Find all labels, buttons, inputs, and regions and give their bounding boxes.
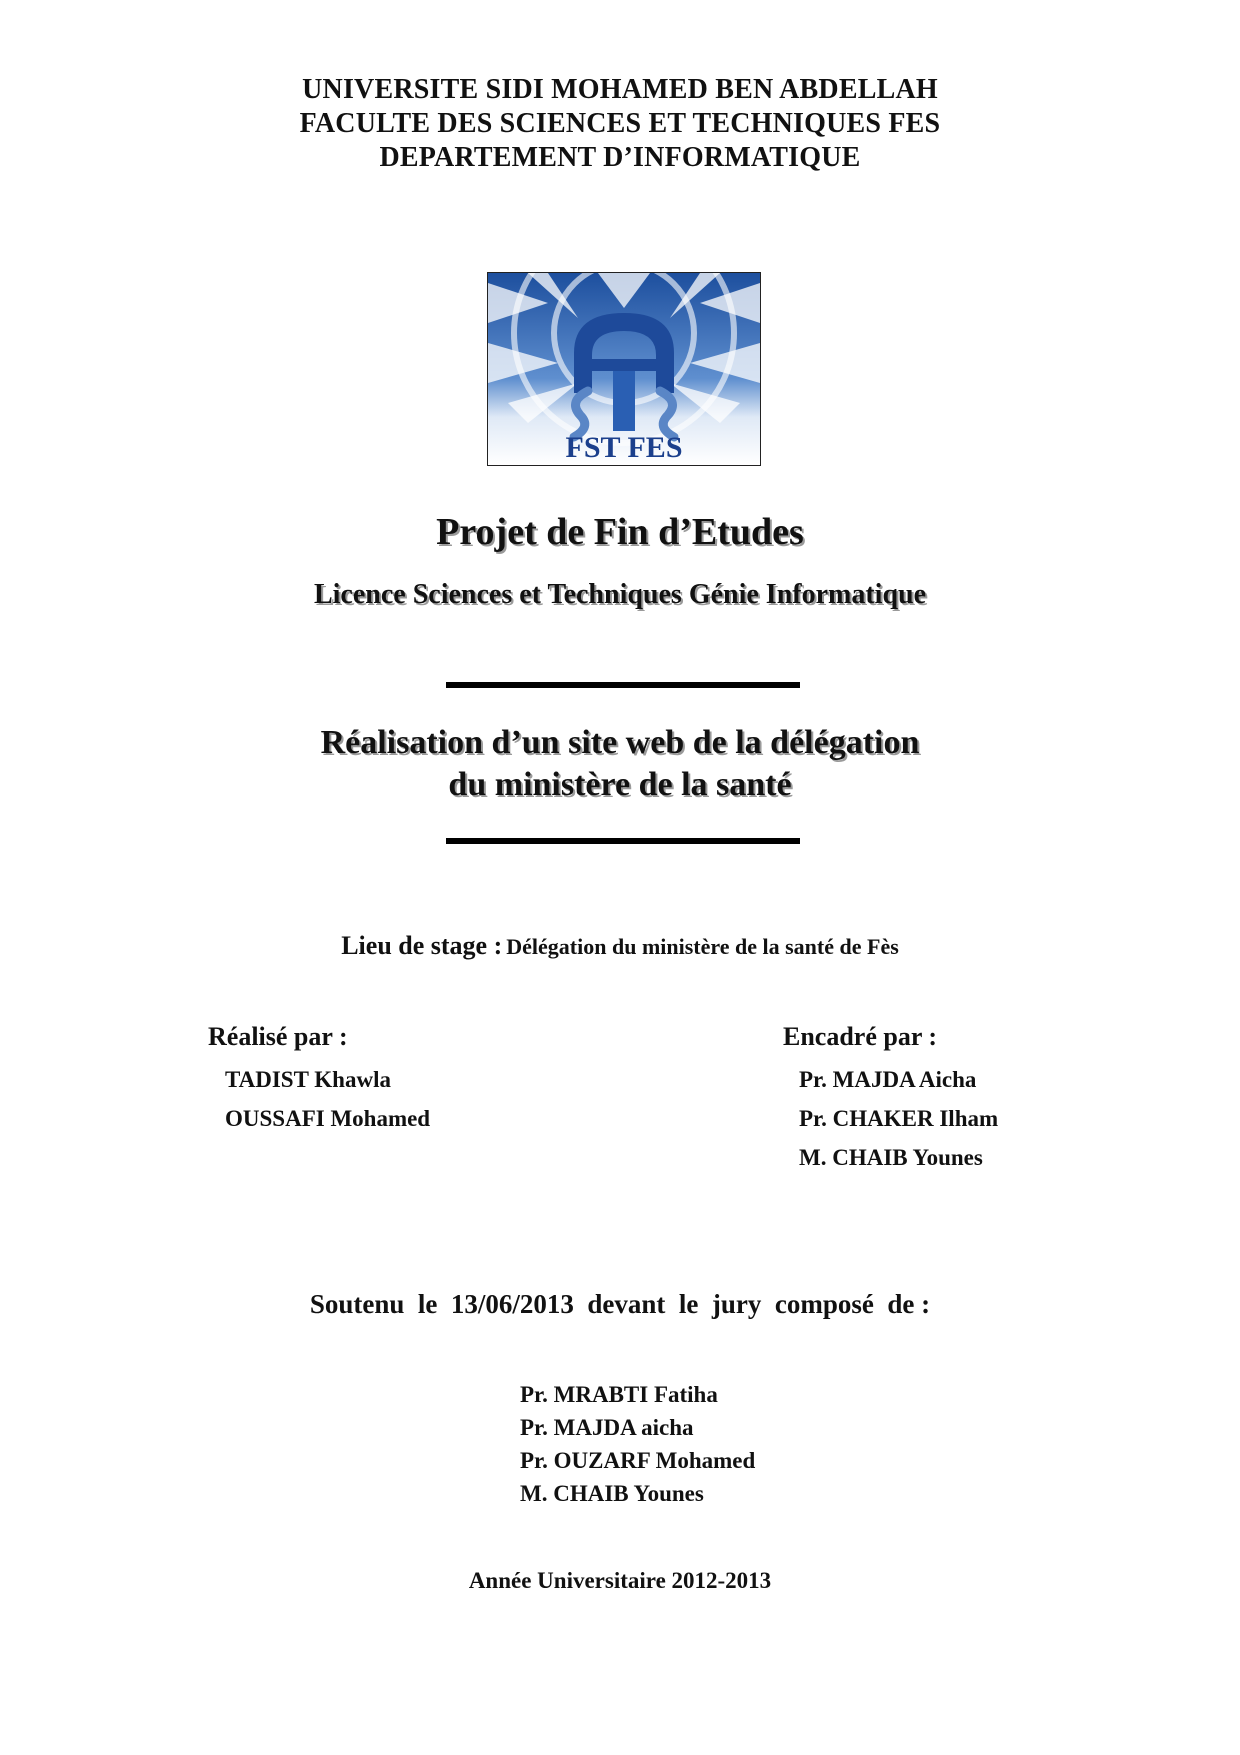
- author-name: TADIST Khawla: [225, 1067, 391, 1092]
- jury-member: M. CHAIB Younes: [520, 1481, 704, 1506]
- defense-statement: Soutenu le 13/06/2013 devant le jury composé de :: [309, 1289, 931, 1319]
- page-title: Projet de Fin d’Etudes: [436, 511, 804, 553]
- jury-member: Pr. OUZARF Mohamed: [520, 1448, 756, 1473]
- project-title-line2: du ministère de la santé: [448, 766, 792, 803]
- internship-line: [0, 931, 1240, 961]
- jury-member: Pr. MAJDA aicha: [520, 1415, 694, 1440]
- faculty-name: FACULTE DES SCIENCES ET TECHNIQUES FES: [299, 108, 941, 139]
- internship-value: Délégation du ministère de la santé de Fès: [506, 934, 899, 959]
- logo-text: FST FES: [565, 431, 683, 464]
- fst-fes-logo: [487, 272, 761, 466]
- bottom-divider: [446, 838, 800, 844]
- page-subtitle: Licence Sciences et Techniques Génie Informatique: [313, 579, 927, 610]
- supervisor-name: Pr. MAJDA Aicha: [799, 1067, 977, 1092]
- supervisors-list: [799, 1060, 998, 1177]
- project-title-line1: Réalisation d’un site web de la délégation: [320, 724, 920, 761]
- jury-member: Pr. MRABTI Fatiha: [520, 1382, 718, 1407]
- author-name: OUSSAFI Mohamed: [225, 1106, 431, 1131]
- authors-list: [225, 1060, 430, 1138]
- supervisors-label: Encadré par :: [783, 1022, 938, 1051]
- academic-year: Année Universitaire 2012-2013: [468, 1568, 772, 1593]
- top-divider: [446, 682, 800, 688]
- university-name: UNIVERSITE SIDI MOHAMED BEN ABDELLAH: [302, 74, 938, 105]
- authors-label: Réalisé par :: [208, 1022, 348, 1051]
- jury-list: [520, 1378, 755, 1510]
- supervisor-name: Pr. CHAKER Ilham: [799, 1106, 999, 1131]
- department-name: DEPARTEMENT D’INFORMATIQUE: [379, 142, 861, 173]
- internship-label: Lieu de stage :: [341, 931, 503, 960]
- supervisor-name: M. CHAIB Younes: [799, 1145, 983, 1170]
- logo-graphic: [488, 273, 760, 465]
